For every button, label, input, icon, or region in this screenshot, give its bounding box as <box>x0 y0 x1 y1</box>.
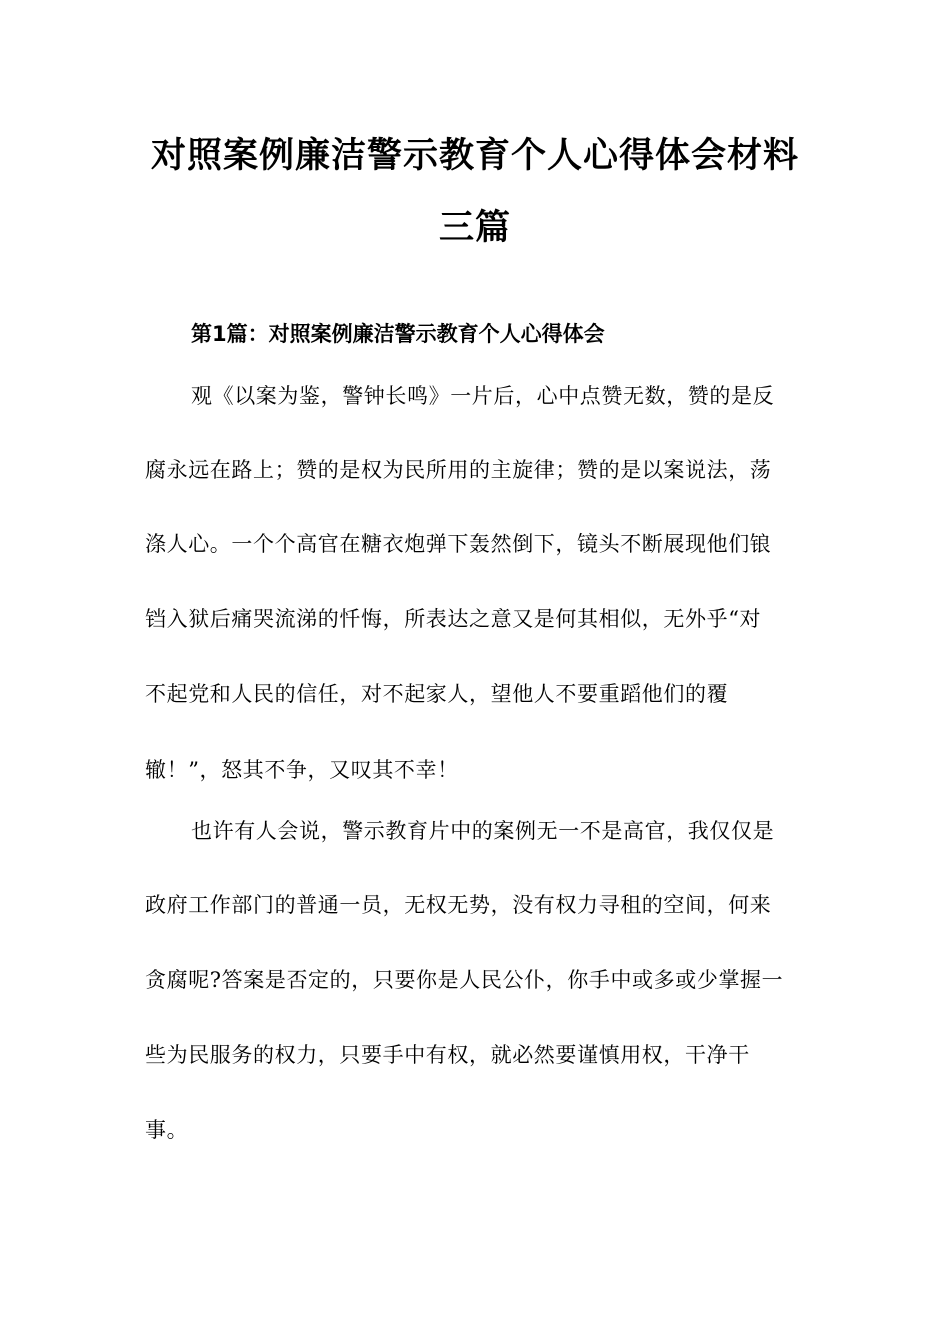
paragraph-1-line-3: 涤人心。一个个高官在糖衣炮弹下轰然倒下，镜头不断展现他们锒 <box>145 532 772 556</box>
paragraph-1-line-1: 观《以案为鉴，警钟长鸣》一片后，心中点赞无数，赞的是反 <box>191 384 775 408</box>
paragraph-1-line-5: 不起党和人民的信任，对不起家人，望他人不要重蹈他们的覆 <box>145 682 729 706</box>
paragraph-1-line-4: 铛入狱后痛哭流涕的忏悔，所表达之意又是何其相似，无外乎“对 <box>145 607 762 631</box>
document-title-line-1: 对照案例廉洁警示教育个人心得体会材料 <box>150 136 799 176</box>
paragraph-2-line-5: 事。 <box>145 1118 189 1142</box>
section-heading: 第1篇：对照案例廉洁警示教育个人心得体会 <box>191 322 605 346</box>
paragraph-2-line-3: 贪腐呢?答案是否定的，只要你是人民公仆，你手中或多或少掌握一 <box>145 968 784 992</box>
paragraph-1-line-2: 腐永远在路上；赞的是权为民所用的主旋律；赞的是以案说法，荡 <box>145 458 772 482</box>
document-title-line-2: 三篇 <box>438 208 511 248</box>
paragraph-1-line-6: 辙！”，怒其不争，又叹其不幸！ <box>145 758 459 782</box>
paragraph-2-line-4: 些为民服务的权力，只要手中有权，就必然要谨慎用权，干净干 <box>145 1043 750 1067</box>
paragraph-2-line-2: 政府工作部门的普通一员，无权无势，没有权力寻租的空间，何来 <box>145 893 772 917</box>
paragraph-2-line-1: 也许有人会说，警示教育片中的案例无一不是高官，我仅仅是 <box>191 819 775 843</box>
